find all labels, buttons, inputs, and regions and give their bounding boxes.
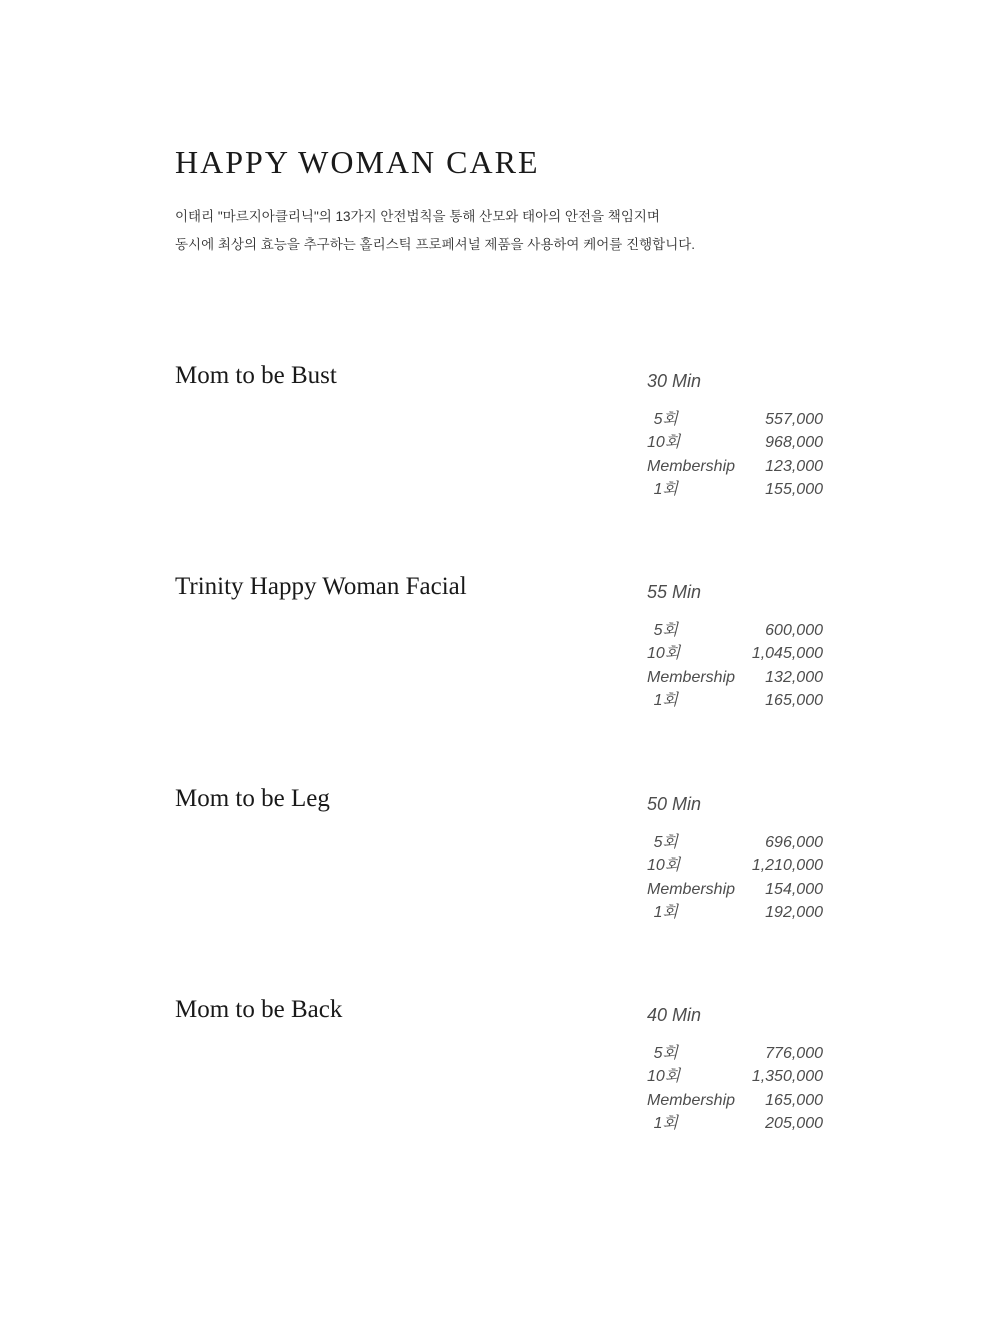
price-value: 557,000	[765, 411, 823, 428]
price-row	[647, 1112, 823, 1135]
intro-paragraph	[175, 203, 695, 259]
service-name: Trinity Happy Woman Facial	[175, 573, 467, 600]
price-label: 10회	[647, 1068, 681, 1086]
price-value: 1,045,000	[751, 645, 823, 663]
price-row	[647, 408, 823, 431]
price-label: 5회	[653, 622, 678, 639]
price-row	[647, 455, 823, 478]
price-label: Membership	[647, 1091, 736, 1109]
page-title: HAPPY WOMAN CARE	[175, 144, 540, 180]
price-row	[647, 1089, 823, 1112]
price-label: 1회	[653, 1114, 678, 1132]
service-name: Mom to be Leg	[175, 785, 330, 812]
price-row	[647, 431, 823, 454]
service-name: Mom to be Back	[175, 996, 343, 1023]
service-section	[175, 572, 823, 737]
price-label: 5회	[653, 1045, 678, 1062]
price-row	[647, 1042, 823, 1065]
price-value: 154,000	[765, 880, 823, 898]
price-row	[647, 666, 823, 689]
price-label: 1회	[653, 691, 678, 709]
price-label: 10회	[647, 434, 681, 452]
service-duration: 40 Min	[647, 1005, 702, 1025]
price-label: 1회	[653, 480, 678, 498]
price-label: 5회	[653, 411, 678, 428]
price-label: 10회	[647, 645, 681, 663]
price-value: 132,000	[765, 668, 823, 686]
price-value: 1,350,000	[751, 1068, 823, 1086]
price-value: 600,000	[765, 622, 823, 639]
price-row	[647, 831, 823, 854]
price-row	[647, 854, 823, 877]
price-rows	[647, 831, 823, 924]
price-label: 10회	[647, 857, 681, 875]
price-row	[647, 619, 823, 642]
price-value: 776,000	[765, 1045, 823, 1062]
service-duration: 30 Min	[647, 371, 702, 391]
price-row	[647, 642, 823, 665]
price-value: 192,000	[765, 903, 823, 921]
service-section	[175, 784, 823, 949]
price-rows	[647, 1042, 823, 1135]
price-rows	[647, 619, 823, 712]
price-label: 5회	[653, 834, 678, 851]
price-label: 1회	[653, 903, 678, 921]
price-row	[647, 878, 823, 901]
price-value: 1,210,000	[751, 857, 823, 875]
price-value: 696,000	[765, 834, 823, 851]
intro-line-1: 이태리 "마르지아클리닉"의 13가지 안전법칙을 통해 산모와 태아의 안전을 책임지며	[175, 209, 660, 224]
price-value: 123,000	[765, 457, 823, 475]
price-row	[647, 478, 823, 501]
price-rows	[647, 408, 823, 501]
price-label: Membership	[647, 457, 736, 475]
price-label: Membership	[647, 668, 736, 686]
price-value: 165,000	[765, 1091, 823, 1109]
service-name: Mom to be Bust	[175, 362, 337, 389]
price-row	[647, 1065, 823, 1088]
price-label: Membership	[647, 880, 736, 898]
price-value: 165,000	[765, 691, 823, 709]
price-value: 155,000	[765, 480, 823, 498]
service-duration: 50 Min	[647, 794, 702, 814]
price-row	[647, 901, 823, 924]
price-row	[647, 689, 823, 712]
service-section	[175, 361, 823, 526]
intro-line-2: 동시에 최상의 효능을 추구하는 홀리스틱 프로페셔널 제품을 사용하여 케어를 진행합니다.	[175, 237, 696, 252]
service-section	[175, 995, 823, 1160]
price-value: 968,000	[765, 434, 823, 452]
price-value: 205,000	[765, 1114, 823, 1132]
service-duration: 55 Min	[647, 582, 702, 602]
